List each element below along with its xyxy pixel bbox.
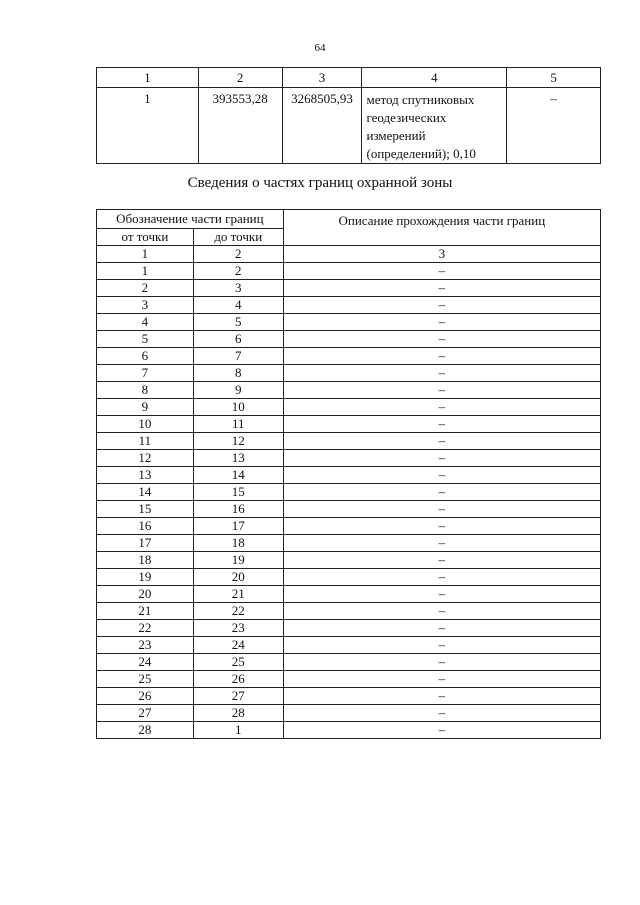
to-point-cell: 3: [193, 280, 283, 297]
table-row: [97, 569, 601, 586]
method-line: метод спутниковых: [366, 92, 475, 107]
to-point-cell: 28: [193, 705, 283, 722]
col-header-1: 1: [97, 68, 199, 88]
description-cell: –: [283, 688, 600, 705]
from-point-cell: 11: [97, 433, 194, 450]
coordinates-table: [96, 67, 601, 164]
numbering-row: [97, 246, 601, 263]
description-cell: –: [283, 620, 600, 637]
from-point-cell: 26: [97, 688, 194, 705]
table-row: [97, 280, 601, 297]
coordinates-header-row: [97, 68, 601, 88]
from-point-cell: 5: [97, 331, 194, 348]
table-row: [97, 450, 601, 467]
from-point-cell: 24: [97, 654, 194, 671]
description-cell: –: [283, 263, 600, 280]
description-cell: –: [283, 518, 600, 535]
to-point-cell: 10: [193, 399, 283, 416]
table-row: [97, 501, 601, 518]
table-row: [97, 348, 601, 365]
to-point-cell: 24: [193, 637, 283, 654]
table-row: [97, 365, 601, 382]
to-point-cell: 5: [193, 314, 283, 331]
header-row: [97, 210, 601, 229]
coord-x: 393553,28: [198, 88, 282, 164]
description-cell: –: [283, 450, 600, 467]
from-point-cell: 28: [97, 722, 194, 739]
from-point-cell: 14: [97, 484, 194, 501]
from-point-cell: 12: [97, 450, 194, 467]
table-row: [97, 518, 601, 535]
to-point-cell: 16: [193, 501, 283, 518]
table-row: [97, 535, 601, 552]
from-point-cell: 7: [97, 365, 194, 382]
table-row: [97, 297, 601, 314]
table-row: [97, 603, 601, 620]
to-point-cell: 21: [193, 586, 283, 603]
from-point-cell: 2: [97, 280, 194, 297]
from-point-cell: 25: [97, 671, 194, 688]
header-to-point: до точки: [193, 229, 283, 246]
from-point-cell: 19: [97, 569, 194, 586]
to-point-cell: 8: [193, 365, 283, 382]
from-point-cell: 15: [97, 501, 194, 518]
table-row: [97, 416, 601, 433]
description-cell: –: [283, 399, 600, 416]
method-line: геодезических: [366, 110, 447, 125]
point-number: 1: [97, 88, 199, 164]
table-row: [97, 688, 601, 705]
description-cell: –: [283, 722, 600, 739]
method-description: [362, 88, 507, 164]
description-cell: –: [283, 433, 600, 450]
table-row: [97, 88, 601, 164]
to-point-cell: 18: [193, 535, 283, 552]
page-number: 64: [314, 42, 326, 54]
table-row: [97, 382, 601, 399]
to-point-cell: 6: [193, 331, 283, 348]
from-point-cell: 22: [97, 620, 194, 637]
numbering-2: 2: [193, 246, 283, 263]
to-point-cell: 1: [193, 722, 283, 739]
from-point-cell: 1: [97, 263, 194, 280]
table-row: [97, 467, 601, 484]
description-cell: –: [283, 637, 600, 654]
table-row: [97, 722, 601, 739]
from-point-cell: 21: [97, 603, 194, 620]
from-point-cell: 8: [97, 382, 194, 399]
description-cell: –: [283, 467, 600, 484]
coord-y: 3268505,93: [282, 88, 362, 164]
description-cell: –: [283, 314, 600, 331]
to-point-cell: 27: [193, 688, 283, 705]
description-cell: –: [283, 280, 600, 297]
from-point-cell: 9: [97, 399, 194, 416]
from-point-cell: 20: [97, 586, 194, 603]
to-point-cell: 17: [193, 518, 283, 535]
table-row: [97, 637, 601, 654]
description-cell: –: [283, 654, 600, 671]
to-point-cell: 11: [193, 416, 283, 433]
to-point-cell: 19: [193, 552, 283, 569]
to-point-cell: 22: [193, 603, 283, 620]
col-header-3: 3: [282, 68, 362, 88]
description-cell: –: [283, 416, 600, 433]
numbering-1: 1: [97, 246, 194, 263]
description-cell: –: [283, 297, 600, 314]
table-row: [97, 620, 601, 637]
description-cell: –: [283, 671, 600, 688]
to-point-cell: 13: [193, 450, 283, 467]
table-row: [97, 552, 601, 569]
to-point-cell: 20: [193, 569, 283, 586]
to-point-cell: 15: [193, 484, 283, 501]
col-header-4: 4: [362, 68, 507, 88]
boundary-parts-table: [96, 209, 601, 739]
header-from-point: от точки: [97, 229, 194, 246]
col-header-5: 5: [507, 68, 601, 88]
description-cell: –: [283, 348, 600, 365]
section-title: Сведения о частях границ охранной зоны: [187, 175, 453, 191]
description-cell: –: [283, 501, 600, 518]
table-row: [97, 263, 601, 280]
description-cell: –: [283, 331, 600, 348]
table-row: [97, 671, 601, 688]
to-point-cell: 9: [193, 382, 283, 399]
from-point-cell: 10: [97, 416, 194, 433]
table-row: [97, 586, 601, 603]
from-point-cell: 16: [97, 518, 194, 535]
description-cell: –: [283, 552, 600, 569]
description-cell: –: [283, 705, 600, 722]
table-row: [97, 399, 601, 416]
description-cell: –: [283, 382, 600, 399]
table-row: [97, 314, 601, 331]
header-boundary-part: Обозначение части границ: [97, 210, 284, 229]
description-cell: –: [283, 586, 600, 603]
col-header-2: 2: [198, 68, 282, 88]
from-point-cell: 13: [97, 467, 194, 484]
table-row: [97, 433, 601, 450]
from-point-cell: 23: [97, 637, 194, 654]
to-point-cell: 14: [193, 467, 283, 484]
table-row: [97, 484, 601, 501]
to-point-cell: 23: [193, 620, 283, 637]
to-point-cell: 25: [193, 654, 283, 671]
to-point-cell: 26: [193, 671, 283, 688]
to-point-cell: 7: [193, 348, 283, 365]
description-cell: –: [283, 535, 600, 552]
table-row: [97, 705, 601, 722]
description-cell: –: [283, 484, 600, 501]
method-line: измерений: [366, 128, 426, 143]
numbering-3: 3: [283, 246, 600, 263]
description-cell: –: [283, 365, 600, 382]
table-row: [97, 654, 601, 671]
from-point-cell: 4: [97, 314, 194, 331]
table-row: [97, 331, 601, 348]
to-point-cell: 12: [193, 433, 283, 450]
to-point-cell: 2: [193, 263, 283, 280]
from-point-cell: 6: [97, 348, 194, 365]
method-line: (определений); 0,10: [366, 146, 476, 161]
from-point-cell: 27: [97, 705, 194, 722]
from-point-cell: 17: [97, 535, 194, 552]
to-point-cell: 4: [193, 297, 283, 314]
col5-value: –: [507, 88, 601, 164]
from-point-cell: 3: [97, 297, 194, 314]
from-point-cell: 18: [97, 552, 194, 569]
description-cell: –: [283, 569, 600, 586]
header-description: Описание прохождения части границ: [283, 210, 600, 246]
description-cell: –: [283, 603, 600, 620]
